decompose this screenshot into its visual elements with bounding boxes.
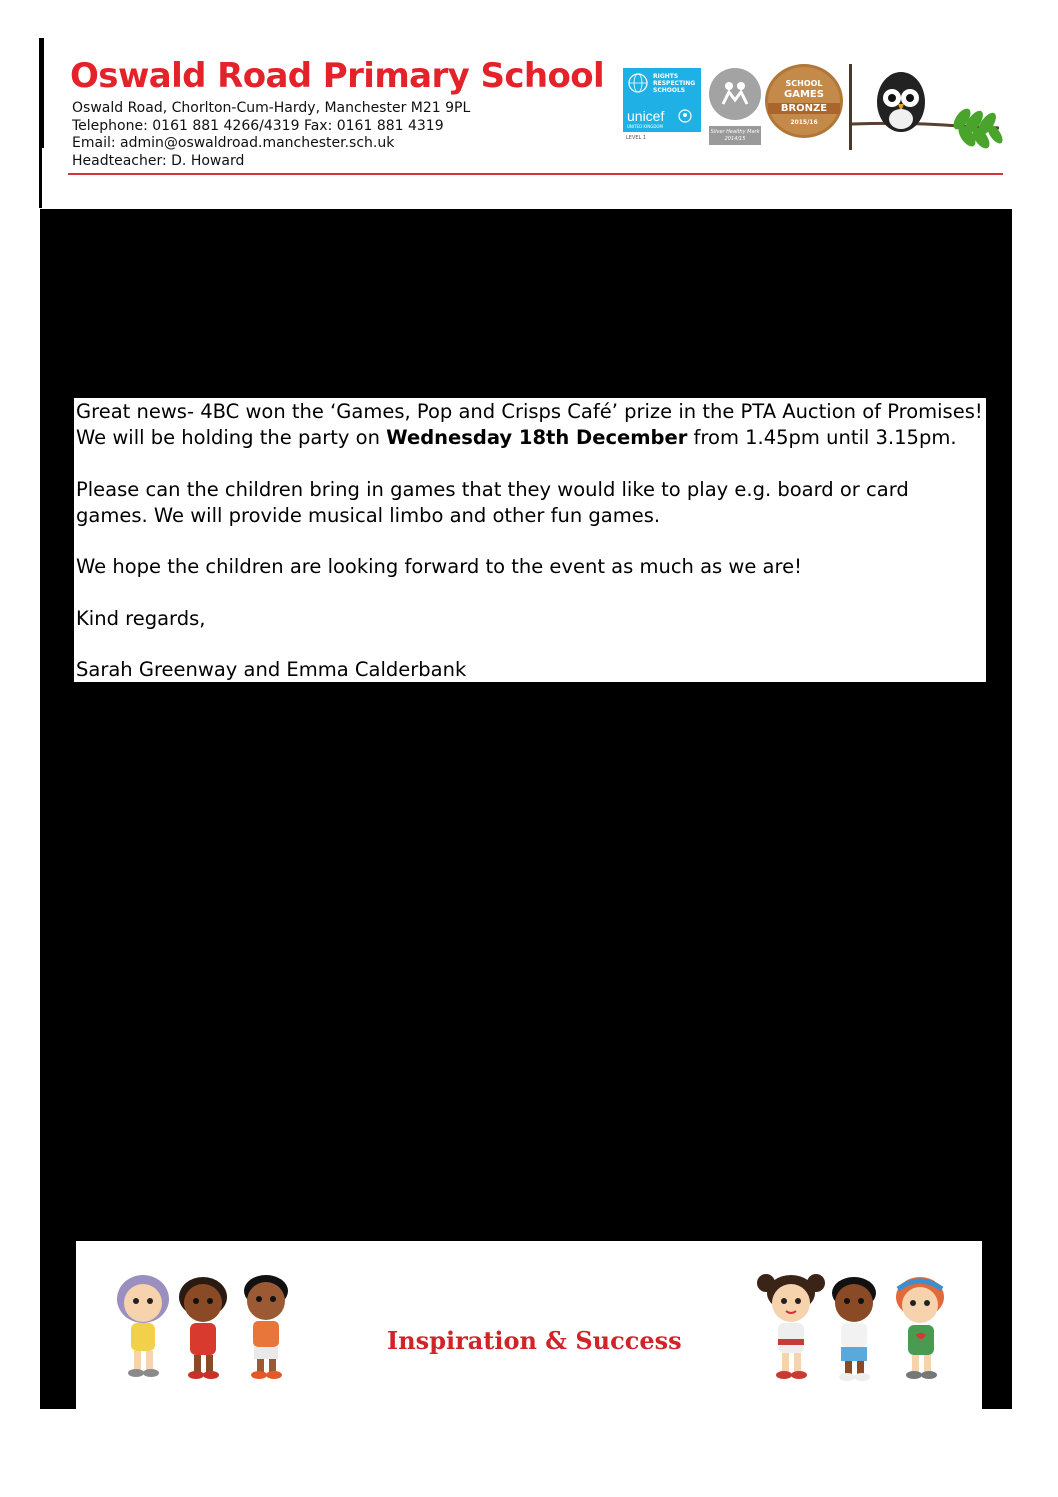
school-name: Oswald Road Primary School (70, 56, 605, 96)
bronze-badge-school: SCHOOL (785, 79, 823, 88)
letter-closing: Kind regards, (76, 606, 206, 630)
owl-logo-icon (849, 64, 1004, 152)
children-illustration-right-icon (744, 1267, 964, 1392)
letter-line-2-end: from 1.45pm until 3.15pm. (687, 426, 957, 449)
letterhead-left-rule-lower (39, 148, 42, 208)
letter-line-1: Great news- 4BC won the ‘Games, Pop and Crisps Café’ prize in the PTA Auction of Promises! (76, 400, 983, 423)
letter-para3: We hope the children are looking forward to the event as much as we are! (76, 555, 802, 578)
letterhead-left-rule (39, 38, 44, 148)
redacted-region (40, 209, 1012, 1241)
school-games-bronze-badge (765, 64, 843, 138)
school-address: Oswald Road, Chorlton-Cum-Hardy, Manchester M21 9PL (72, 100, 471, 116)
letter-signature: Sarah Greenway and Emma Calderbank (76, 658, 467, 681)
unicef-emblem-icon (677, 108, 693, 124)
bronze-badge-level: BRONZE (768, 103, 840, 114)
healthy-mark-plate (709, 126, 761, 145)
letter-body (74, 398, 986, 682)
children-illustration-left-icon (98, 1267, 313, 1387)
letter-line-2-start: We will be holding the party on (76, 426, 387, 449)
header-divider (68, 173, 1003, 175)
globe-icon (627, 72, 649, 94)
letter-line-2 (76, 425, 986, 451)
rights-respecting-schools-badge (623, 68, 701, 132)
unicef-wordmark: unicef (627, 108, 665, 124)
rrs-level: LEVEL 1 (626, 135, 647, 141)
sport-figures-icon (709, 68, 761, 120)
party-date: Wednesday 18th December (386, 426, 688, 449)
unicef-country: UNITED KINGDOM (627, 124, 663, 129)
rrs-line-1: RIGHTS (653, 73, 679, 80)
school-telephone: Telephone: 0161 881 4266/4319 Fax: 0161 881 4319 (72, 118, 444, 134)
footer-banner (76, 1241, 982, 1409)
redacted-left-strip (40, 1241, 76, 1409)
healthy-mark-label: Silver Healthy Mark 2014/15 (710, 129, 760, 142)
bronze-badge-games: GAMES (784, 89, 824, 100)
letter-para2-line-2: games. We will provide musical limbo and other fun games. (76, 503, 661, 527)
rrs-line-2: RESPECTING (653, 80, 696, 87)
school-email: Email: admin@oswaldroad.manchester.sch.uk (72, 135, 395, 151)
bronze-badge-year: 2015/16 (790, 119, 818, 126)
rrs-line-3: SCHOOLS (653, 87, 686, 94)
school-sport-badge (709, 68, 761, 120)
letter-para2-line-1: Please can the children bring in games that they would like to play e.g. board or card (76, 477, 909, 501)
school-headteacher: Headteacher: D. Howard (72, 153, 245, 169)
redacted-right-strip (982, 1241, 1012, 1409)
school-motto: Inspiration & Success (387, 1326, 682, 1355)
